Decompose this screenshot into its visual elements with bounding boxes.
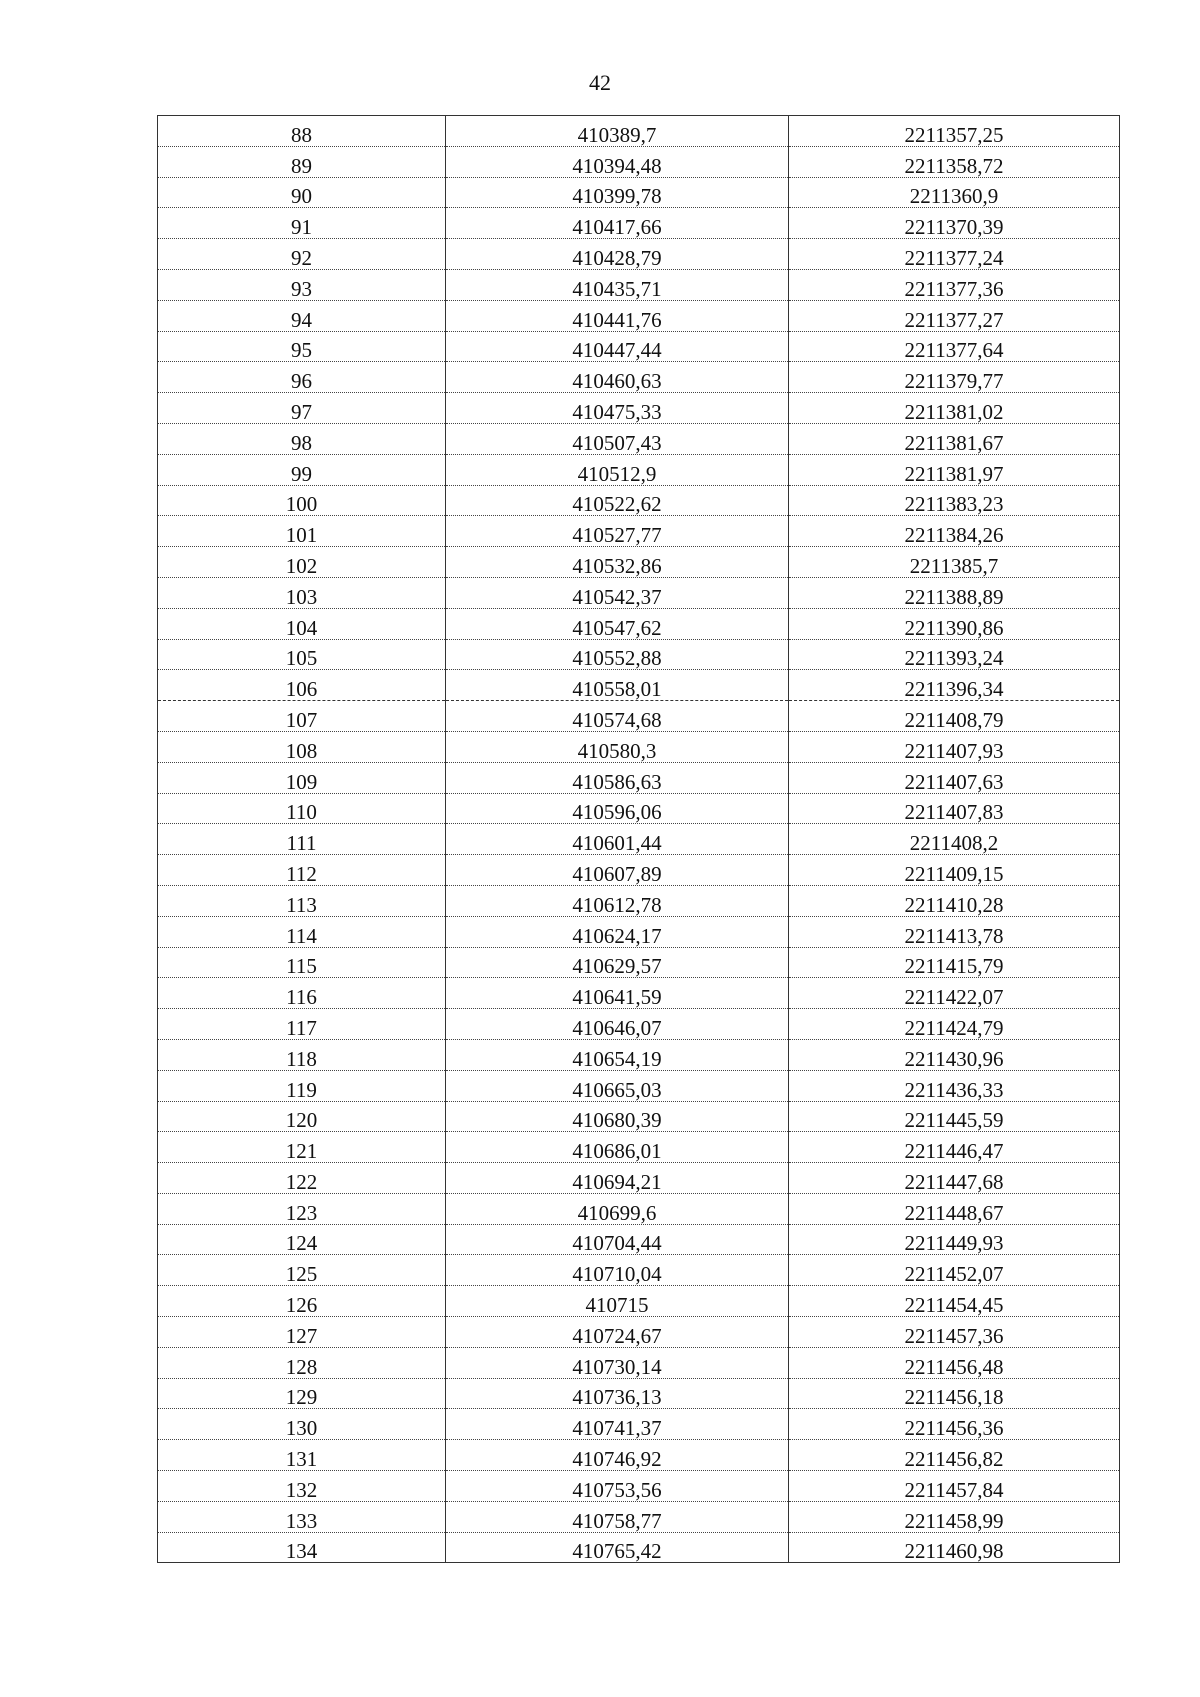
point-number-cell: 112 [158,855,446,886]
y-coordinate-cell: 2211385,7 [789,547,1120,578]
point-number-cell: 114 [158,916,446,947]
y-coordinate-cell: 2211396,34 [789,670,1120,701]
table-row [158,670,1120,701]
point-number-cell: 130 [158,1409,446,1440]
y-coordinate-cell: 2211407,93 [789,731,1120,762]
x-coordinate-cell: 410765,42 [446,1532,789,1563]
y-coordinate-cell: 2211415,79 [789,947,1120,978]
y-coordinate-cell: 2211377,64 [789,331,1120,362]
point-number-cell: 98 [158,423,446,454]
x-coordinate-cell: 410607,89 [446,855,789,886]
point-number-cell: 91 [158,208,446,239]
x-coordinate-cell: 410460,63 [446,362,789,393]
y-coordinate-cell: 2211377,24 [789,239,1120,270]
y-coordinate-cell: 2211413,78 [789,916,1120,947]
table-row [158,731,1120,762]
y-coordinate-cell: 2211393,24 [789,639,1120,670]
y-coordinate-cell: 2211456,48 [789,1347,1120,1378]
point-number-cell: 133 [158,1501,446,1532]
y-coordinate-cell: 2211379,77 [789,362,1120,393]
table-row [158,793,1120,824]
x-coordinate-cell: 410730,14 [446,1347,789,1378]
x-coordinate-cell: 410753,56 [446,1471,789,1502]
table-row [158,885,1120,916]
y-coordinate-cell: 2211384,26 [789,516,1120,547]
point-number-cell: 115 [158,947,446,978]
x-coordinate-cell: 410441,76 [446,300,789,331]
table-row [158,1163,1120,1194]
y-coordinate-cell: 2211436,33 [789,1070,1120,1101]
x-coordinate-cell: 410629,57 [446,947,789,978]
table-row [158,947,1120,978]
table-row [158,1440,1120,1471]
point-number-cell: 101 [158,516,446,547]
y-coordinate-cell: 2211370,39 [789,208,1120,239]
y-coordinate-cell: 2211407,83 [789,793,1120,824]
point-number-cell: 131 [158,1440,446,1471]
y-coordinate-cell: 2211409,15 [789,855,1120,886]
point-number-cell: 119 [158,1070,446,1101]
point-number-cell: 134 [158,1532,446,1563]
x-coordinate-cell: 410552,88 [446,639,789,670]
y-coordinate-cell: 2211381,02 [789,393,1120,424]
point-number-cell: 125 [158,1255,446,1286]
point-number-cell: 123 [158,1193,446,1224]
x-coordinate-cell: 410746,92 [446,1440,789,1471]
x-coordinate-cell: 410580,3 [446,731,789,762]
x-coordinate-cell: 410574,68 [446,701,789,732]
point-number-cell: 93 [158,269,446,300]
point-number-cell: 132 [158,1471,446,1502]
x-coordinate-cell: 410686,01 [446,1132,789,1163]
table-row [158,1286,1120,1317]
table-row [158,1532,1120,1563]
table-row [158,1471,1120,1502]
y-coordinate-cell: 2211430,96 [789,1039,1120,1070]
y-coordinate-cell: 2211381,67 [789,423,1120,454]
point-number-cell: 127 [158,1317,446,1348]
table-row [158,1193,1120,1224]
x-coordinate-cell: 410736,13 [446,1378,789,1409]
x-coordinate-cell: 410646,07 [446,1009,789,1040]
table-row [158,1255,1120,1286]
point-number-cell: 105 [158,639,446,670]
table-row [158,701,1120,732]
point-number-cell: 128 [158,1347,446,1378]
x-coordinate-cell: 410547,62 [446,608,789,639]
point-number-cell: 118 [158,1039,446,1070]
point-number-cell: 104 [158,608,446,639]
x-coordinate-cell: 410710,04 [446,1255,789,1286]
x-coordinate-cell: 410532,86 [446,547,789,578]
y-coordinate-cell: 2211454,45 [789,1286,1120,1317]
y-coordinate-cell: 2211456,82 [789,1440,1120,1471]
table-row [158,146,1120,177]
x-coordinate-cell: 410694,21 [446,1163,789,1194]
point-number-cell: 108 [158,731,446,762]
point-number-cell: 107 [158,701,446,732]
x-coordinate-cell: 410447,44 [446,331,789,362]
table-row [158,177,1120,208]
y-coordinate-cell: 2211460,98 [789,1532,1120,1563]
y-coordinate-cell: 2211422,07 [789,978,1120,1009]
point-number-cell: 117 [158,1009,446,1040]
table-row [158,393,1120,424]
table-row [158,454,1120,485]
table-row [158,208,1120,239]
x-coordinate-cell: 410512,9 [446,454,789,485]
x-coordinate-cell: 410601,44 [446,824,789,855]
x-coordinate-cell: 410624,17 [446,916,789,947]
y-coordinate-cell: 2211388,89 [789,577,1120,608]
y-coordinate-cell: 2211408,2 [789,824,1120,855]
y-coordinate-cell: 2211448,67 [789,1193,1120,1224]
table-row [158,1039,1120,1070]
point-number-cell: 106 [158,670,446,701]
point-number-cell: 99 [158,454,446,485]
y-coordinate-cell: 2211381,97 [789,454,1120,485]
x-coordinate-cell: 410527,77 [446,516,789,547]
table-row [158,978,1120,1009]
table-row [158,547,1120,578]
y-coordinate-cell: 2211357,25 [789,116,1120,147]
table-row [158,1070,1120,1101]
x-coordinate-cell: 410612,78 [446,885,789,916]
x-coordinate-cell: 410394,48 [446,146,789,177]
point-number-cell: 120 [158,1101,446,1132]
table-row [158,239,1120,270]
y-coordinate-cell: 2211390,86 [789,608,1120,639]
y-coordinate-cell: 2211447,68 [789,1163,1120,1194]
y-coordinate-cell: 2211424,79 [789,1009,1120,1040]
table-row [158,916,1120,947]
x-coordinate-cell: 410758,77 [446,1501,789,1532]
point-number-cell: 94 [158,300,446,331]
x-coordinate-cell: 410399,78 [446,177,789,208]
point-number-cell: 129 [158,1378,446,1409]
x-coordinate-cell: 410586,63 [446,762,789,793]
table-row [158,269,1120,300]
table-row [158,1009,1120,1040]
y-coordinate-cell: 2211456,36 [789,1409,1120,1440]
point-number-cell: 88 [158,116,446,147]
point-number-cell: 92 [158,239,446,270]
y-coordinate-cell: 2211408,79 [789,701,1120,732]
x-coordinate-cell: 410715 [446,1286,789,1317]
x-coordinate-cell: 410435,71 [446,269,789,300]
table-row [158,1317,1120,1348]
x-coordinate-cell: 410475,33 [446,393,789,424]
x-coordinate-cell: 410428,79 [446,239,789,270]
table-row [158,423,1120,454]
table-row [158,485,1120,516]
point-number-cell: 121 [158,1132,446,1163]
x-coordinate-cell: 410542,37 [446,577,789,608]
x-coordinate-cell: 410665,03 [446,1070,789,1101]
x-coordinate-cell: 410641,59 [446,978,789,1009]
y-coordinate-cell: 2211449,93 [789,1224,1120,1255]
table-row [158,362,1120,393]
y-coordinate-cell: 2211456,18 [789,1378,1120,1409]
table-row [158,516,1120,547]
x-coordinate-cell: 410417,66 [446,208,789,239]
y-coordinate-cell: 2211457,84 [789,1471,1120,1502]
table-row [158,1132,1120,1163]
table-row [158,1101,1120,1132]
x-coordinate-cell: 410704,44 [446,1224,789,1255]
point-number-cell: 124 [158,1224,446,1255]
y-coordinate-cell: 2211358,72 [789,146,1120,177]
table-row [158,116,1120,147]
point-number-cell: 97 [158,393,446,424]
y-coordinate-cell: 2211377,27 [789,300,1120,331]
table-row [158,824,1120,855]
x-coordinate-cell: 410596,06 [446,793,789,824]
x-coordinate-cell: 410558,01 [446,670,789,701]
table-row [158,331,1120,362]
x-coordinate-cell: 410680,39 [446,1101,789,1132]
y-coordinate-cell: 2211445,59 [789,1101,1120,1132]
table-row [158,762,1120,793]
y-coordinate-cell: 2211410,28 [789,885,1120,916]
x-coordinate-cell: 410389,7 [446,116,789,147]
y-coordinate-cell: 2211446,47 [789,1132,1120,1163]
point-number-cell: 90 [158,177,446,208]
table-row [158,1378,1120,1409]
page-number: 42 [589,70,611,95]
x-coordinate-cell: 410741,37 [446,1409,789,1440]
point-number-cell: 116 [158,978,446,1009]
y-coordinate-cell: 2211407,63 [789,762,1120,793]
coordinates-table-body [158,116,1120,1563]
table-row [158,855,1120,886]
table-row [158,1347,1120,1378]
point-number-cell: 102 [158,547,446,578]
y-coordinate-cell: 2211377,36 [789,269,1120,300]
x-coordinate-cell: 410724,67 [446,1317,789,1348]
y-coordinate-cell: 2211457,36 [789,1317,1120,1348]
point-number-cell: 103 [158,577,446,608]
y-coordinate-cell: 2211383,23 [789,485,1120,516]
point-number-cell: 95 [158,331,446,362]
point-number-cell: 126 [158,1286,446,1317]
point-number-cell: 100 [158,485,446,516]
point-number-cell: 111 [158,824,446,855]
table-row [158,300,1120,331]
table-row [158,639,1120,670]
point-number-cell: 109 [158,762,446,793]
y-coordinate-cell: 2211360,9 [789,177,1120,208]
y-coordinate-cell: 2211452,07 [789,1255,1120,1286]
point-number-cell: 96 [158,362,446,393]
point-number-cell: 122 [158,1163,446,1194]
table-row [158,577,1120,608]
table-row [158,1224,1120,1255]
point-number-cell: 89 [158,146,446,177]
x-coordinate-cell: 410699,6 [446,1193,789,1224]
y-coordinate-cell: 2211458,99 [789,1501,1120,1532]
table-row [158,1501,1120,1532]
point-number-cell: 110 [158,793,446,824]
table-row [158,608,1120,639]
x-coordinate-cell: 410522,62 [446,485,789,516]
table-row [158,1409,1120,1440]
coordinates-table [157,115,1120,1563]
point-number-cell: 113 [158,885,446,916]
x-coordinate-cell: 410654,19 [446,1039,789,1070]
x-coordinate-cell: 410507,43 [446,423,789,454]
